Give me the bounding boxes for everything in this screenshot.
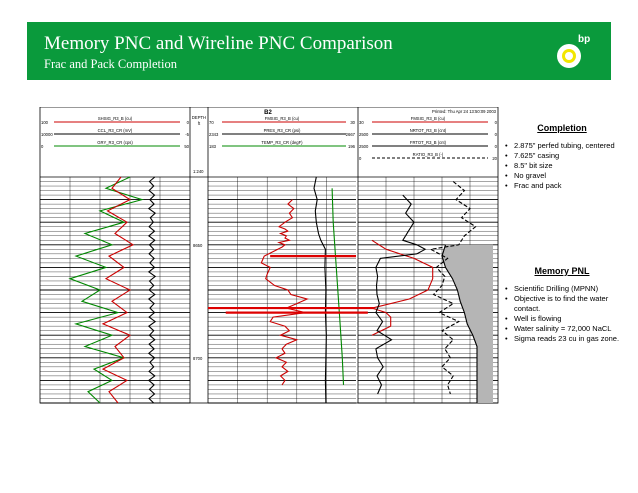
curve-left-scale: 100 bbox=[41, 120, 48, 125]
completion-item: • 8.5" bit size bbox=[503, 161, 621, 171]
curve-left-scale: 2500 bbox=[359, 132, 369, 137]
printed-label: Printed: Thu Apr 24 13:50:09 2003 bbox=[432, 109, 496, 114]
series-fmsig-r3-b-track-2- bbox=[261, 200, 307, 385]
curve-right-scale: -5 bbox=[185, 132, 189, 137]
curve-right-scale: 0 bbox=[494, 132, 497, 137]
depth-title: DEPTH bbox=[191, 115, 207, 120]
curve-left-scale: 0 bbox=[359, 156, 362, 161]
depth-label: 8650 bbox=[193, 242, 203, 248]
curve-name-label: NRTOT_R3_B (cnt) bbox=[409, 128, 447, 133]
completion-heading: Completion bbox=[537, 123, 587, 133]
page-title: Memory PNC and Wireline PNC Comparison bbox=[44, 33, 393, 54]
depth-label: 8700 bbox=[193, 355, 203, 361]
memory-pnl-item: • Well is flowing bbox=[503, 314, 621, 324]
curve-name-label: FRTOT_R3_B (cnt) bbox=[409, 140, 447, 145]
completion-panel bbox=[503, 123, 621, 191]
memory-pnl-item: • Objective is to find the water contact. bbox=[503, 294, 621, 313]
curve-name-label: FMSIG_R3_B (cu) bbox=[264, 116, 300, 121]
curve-name-label: SHSIG_R3_B (cu) bbox=[97, 116, 133, 121]
curve-left-scale: 30 bbox=[359, 120, 364, 125]
memory-pnl-item: • Water salinity = 72,000 NaCL bbox=[503, 324, 621, 334]
memory-pnl-panel bbox=[503, 266, 621, 344]
curve-right-scale: 50 bbox=[184, 144, 189, 149]
curve-name-label: TEMP_R3_CR (degF) bbox=[261, 140, 303, 145]
curve-right-scale: 20 bbox=[492, 156, 497, 161]
depth-scale-label: 1:240 bbox=[193, 169, 204, 174]
bp-helios-icon bbox=[556, 43, 582, 69]
curve-left-scale: 2500 bbox=[359, 144, 369, 149]
curve-right-scale: 2667 bbox=[345, 132, 355, 137]
curve-right-scale: 0 bbox=[494, 144, 497, 149]
completion-item: • No gravel bbox=[503, 171, 621, 181]
curve-right-scale: 196 bbox=[348, 144, 355, 149]
well-log-chart bbox=[38, 107, 500, 405]
completion-item: • 7.625" casing bbox=[503, 151, 621, 161]
curve-left-scale: 2343 bbox=[209, 132, 219, 137]
completion-item: • Frac and pack bbox=[503, 181, 621, 191]
curve-left-scale: 10000 bbox=[41, 132, 53, 137]
series-fmsig-r3-b-track-3- bbox=[372, 240, 433, 335]
page-subtitle: Frac and Pack Completion bbox=[44, 57, 177, 71]
memory-pnl-item: • Sigma reads 23 cu in gas zone. bbox=[503, 334, 621, 344]
completion-item: • 2.875" perfed tubing, centered bbox=[503, 141, 621, 151]
completion-list bbox=[503, 141, 621, 191]
memory-pnl-heading: Memory PNL bbox=[534, 266, 590, 276]
curve-right-scale: 0 bbox=[494, 120, 497, 125]
curve-right-scale: 30 bbox=[350, 120, 355, 125]
curve-left-scale: 0 bbox=[41, 144, 44, 149]
curve-name-label: GRY_R3_CR (cps) bbox=[97, 140, 133, 145]
bp-wordmark: bp bbox=[578, 34, 591, 45]
curve-name-label: CCL_R3_CR (mV) bbox=[97, 128, 133, 133]
memory-pnl-list bbox=[503, 284, 621, 344]
curve-left-scale: 70 bbox=[209, 120, 214, 125]
depth-unit: ft bbox=[197, 121, 201, 126]
well-name-label: B2 bbox=[264, 110, 272, 116]
curve-name-label: FMSIG_R3_B (cu) bbox=[410, 116, 446, 121]
curve-name-label: RATIO_R3_B (-) bbox=[412, 152, 444, 157]
curve-left-scale: 183 bbox=[209, 144, 216, 149]
memory-pnl-item: • Scientific Drilling (MPNN) bbox=[503, 284, 621, 294]
curve-name-label: PRES_R3_CR (psi) bbox=[263, 128, 301, 133]
curve-right-scale: 0 bbox=[186, 120, 189, 125]
